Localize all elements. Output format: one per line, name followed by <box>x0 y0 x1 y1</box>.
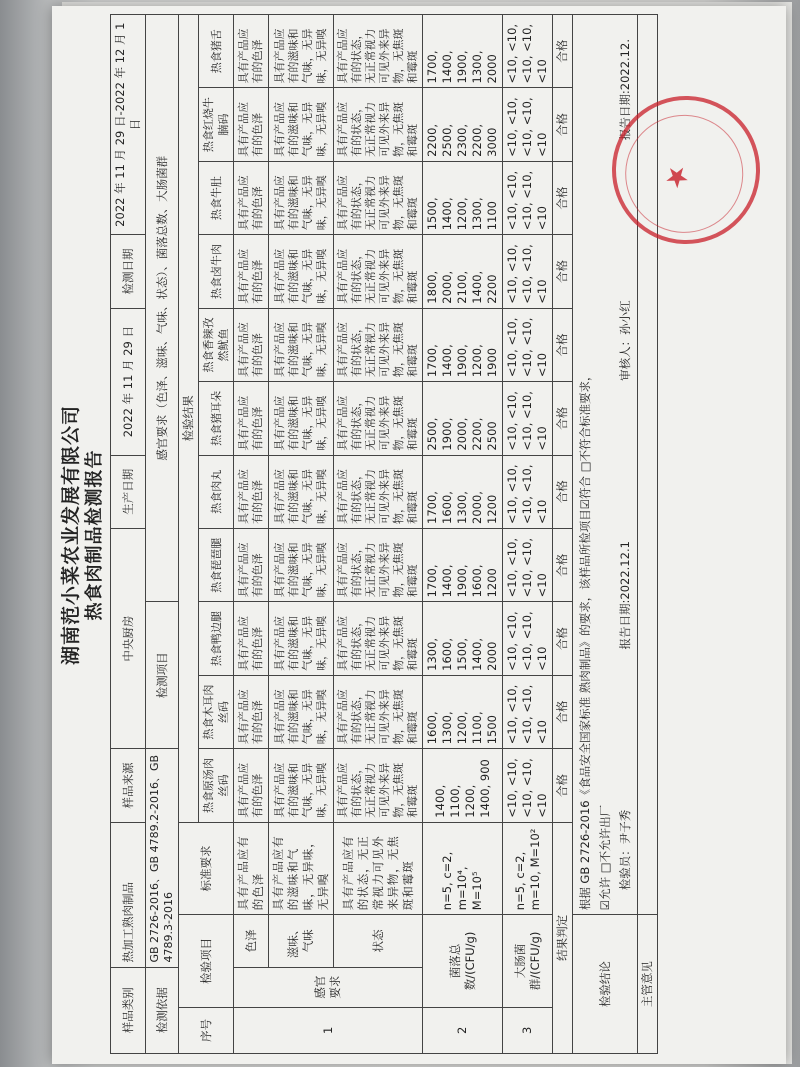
result-cell: 具有产品应有的状态，无正常视力可见外来异物，无焦斑和霉斑 <box>334 602 423 675</box>
product-name: 热食肉丸 <box>199 455 234 528</box>
result-cell: 具有产品应有的状态，无正常视力可见外来异物，无焦斑和霉斑 <box>334 675 423 748</box>
label-coliform: 大肠菌群/(CFU/g) <box>503 915 553 1008</box>
result-cell: 具有产品应有的色泽 <box>234 528 269 601</box>
tpc-value: 1700, 1600, 1300, 2000, 1200 <box>423 455 503 528</box>
verdict-cell: 合格 <box>553 528 573 601</box>
row-tpc <box>423 15 503 1054</box>
product-name: 热食原汤肉丝码 <box>199 749 234 822</box>
row-coliform <box>503 15 553 1054</box>
result-cell: 具有产品应有的状态，无正常视力可见外来异物，无焦斑和霉斑 <box>334 235 423 308</box>
product-name: 热食鸭边腿 <box>199 602 234 675</box>
std-tpc: n=5, c=2, m=10⁴, M=10⁵ <box>423 822 503 915</box>
seq-1: 1 <box>234 1007 423 1053</box>
coli-value: <10, <10, <10, <10, <10 <box>503 88 553 161</box>
result-cell: 具有产品应有的色泽 <box>234 161 269 234</box>
value-source: 中央厨房 <box>111 528 146 748</box>
coli-value: <10, <10, <10, <10, <10 <box>503 235 553 308</box>
header-item: 检验项目 <box>179 915 234 1008</box>
row-verdict <box>553 15 573 1054</box>
result-cell: 具有产品应有的色泽 <box>234 749 269 822</box>
verdict-cell: 合格 <box>553 235 573 308</box>
tester: 检验员：尹子秀 <box>618 809 632 891</box>
reviewer: 审核人：孙小红 <box>618 300 632 381</box>
report-date-2: 报告日期:2022.12. <box>618 39 632 141</box>
coli-value: <10, <10, <10, <10, <10 <box>503 455 553 528</box>
product-name: 热食猪耳朵 <box>199 382 234 455</box>
result-cell: 具有产品应有的滋味和气味，无异味，无异嗅 <box>269 161 334 234</box>
verdict-cell: 合格 <box>553 15 573 88</box>
coli-value: <10, <10, <10, <10, <10 <box>503 308 553 381</box>
result-cell: 具有产品应有的状态，无正常视力可见外来异物，无焦斑和霉斑 <box>334 15 423 88</box>
result-cell: 具有产品应有的滋味和气味，无异味，无异嗅 <box>269 88 334 161</box>
std-state: 具有产品应有的状态，无正常视力可见外来异物，无焦斑和霉斑 <box>334 822 423 915</box>
result-cell: 具有产品应有的色泽 <box>234 455 269 528</box>
tpc-value: 1700, 1400, 1900, 1200, 1900 <box>423 308 503 381</box>
result-cell: 具有产品应有的色泽 <box>234 308 269 381</box>
verdict-cell: 合格 <box>553 308 573 381</box>
result-cell: 具有产品应有的状态，无正常视力可见外来异物，无焦斑和霉斑 <box>334 382 423 455</box>
result-cell: 具有产品应有的状态，无正常视力可见外来异物，无焦斑和霉斑 <box>334 455 423 528</box>
label-prod-date: 生产日期 <box>111 455 146 528</box>
label-smell: 滋味、气味 <box>269 915 334 967</box>
header-seq: 序号 <box>179 1007 234 1053</box>
result-cell: 具有产品应有的滋味和气味，无异味，无异嗅 <box>269 15 334 88</box>
coli-value: <10, <10, <10, <10, <10 <box>503 382 553 455</box>
result-cell: 具有产品应有的色泽 <box>234 382 269 455</box>
value-prod-date: 2022 年 11 月 29 日 <box>111 308 146 455</box>
result-cell: 具有产品应有的滋味和气味，无异味，无异嗅 <box>269 675 334 748</box>
report-title: 热食肉制品检测报告 <box>84 449 105 621</box>
report-page <box>52 6 786 1064</box>
product-name: 热食香辣孜然鱿鱼 <box>199 308 234 381</box>
result-cell: 具有产品应有的滋味和气味，无异味，无异嗅 <box>269 602 334 675</box>
label-basis: 检测依据 <box>146 967 179 1053</box>
tpc-value: 2200, 2500, 2300, 2200, 3000 <box>423 88 503 161</box>
std-smell: 具有产品应有的滋味和气味，无异味，无异嗅 <box>269 822 334 915</box>
seq-3: 3 <box>503 1007 553 1053</box>
label-category: 样品类别 <box>111 967 146 1053</box>
row-state <box>334 15 423 1054</box>
product-name: 热食牛肚 <box>199 161 234 234</box>
result-cell: 具有产品应有的色泽 <box>234 235 269 308</box>
label-source: 样品来源 <box>111 749 146 822</box>
tpc-value: 1700, 1400, 1900, 1300, 2000 <box>423 15 503 88</box>
coli-value: <10, <10, <10, <10, <10 <box>503 161 553 234</box>
star-icon: ★ <box>656 159 697 195</box>
result-cell: 具有产品应有的状态，无正常视力可见外来异物，无焦斑和霉斑 <box>334 308 423 381</box>
tpc-value: 1600, 1300, 1200, 1100, 1500 <box>423 675 503 748</box>
tpc-value: 1700, 1400, 1900, 1600, 1200 <box>423 528 503 601</box>
row-color <box>234 15 269 1054</box>
coli-value: <10, <10, <10, <10, <10 <box>503 602 553 675</box>
value-test-items: 感官要求（色泽、滋味、气味、状态）、菌落总数、大肠菌群 <box>146 15 179 602</box>
tpc-value: 1400, 1100, 1200, 1400, 900 <box>423 749 503 822</box>
result-cell: 具有产品应有的色泽 <box>234 602 269 675</box>
product-name: 热食木耳肉丝码 <box>199 675 234 748</box>
coli-value: <10, <10, <10, <10, <10 <box>503 15 553 88</box>
tpc-value: 1300, 1600, 1500, 1400, 2000 <box>423 602 503 675</box>
label-supervisor: 主管意见 <box>638 915 658 1054</box>
tpc-value: 1500, 1400, 1200, 1300, 1100 <box>423 161 503 234</box>
verdict-cell: 合格 <box>553 675 573 748</box>
result-cell: 具有产品应有的滋味和气味，无异味，无异嗅 <box>269 308 334 381</box>
row-smell <box>269 15 334 1054</box>
verdict-cell: 合格 <box>553 88 573 161</box>
seq-2: 2 <box>423 1007 503 1053</box>
result-cell: 具有产品应有的色泽 <box>234 88 269 161</box>
conclusion-release: ☑允许 □不允许出厂 <box>598 804 612 911</box>
tpc-value: 1800, 2000, 2100, 1400, 2200 <box>423 235 503 308</box>
label-conclusion: 检验结论 <box>573 915 638 1054</box>
label-tpc: 菌落总数/(CFU/g) <box>423 915 503 1008</box>
coli-value: <10, <10, <10, <10, <10 <box>503 749 553 822</box>
std-color: 具有产品应有的色泽 <box>234 822 269 915</box>
coli-value: <10, <10, <10, <10, <10 <box>503 675 553 748</box>
rotated-report <box>52 6 786 1064</box>
result-cell: 具有产品应有的色泽 <box>234 15 269 88</box>
header-standard: 标准要求 <box>179 822 234 915</box>
result-cell: 具有产品应有的状态，无正常视力可见外来异物，无焦斑和霉斑 <box>334 88 423 161</box>
result-cell: 具有产品应有的滋味和气味，无异味，无异嗅 <box>269 528 334 601</box>
report-company-title: 湖南范小菜农业发展有限公司 <box>60 405 82 666</box>
result-cell: 具有产品应有的色泽 <box>234 675 269 748</box>
verdict-cell: 合格 <box>553 382 573 455</box>
label-sensory: 感官要求 <box>234 967 423 1007</box>
coli-value: <10, <10, <10, <10, <10 <box>503 528 553 601</box>
product-name: 热食卤牛肉 <box>199 235 234 308</box>
verdict-cell: 合格 <box>553 455 573 528</box>
report-date: 报告日期:2022.12.1 <box>618 541 632 650</box>
verdict-cell: 合格 <box>553 161 573 234</box>
label-test-date: 检测日期 <box>111 235 146 308</box>
report-table <box>110 14 658 1054</box>
product-name: 热食红烧牛腩码 <box>199 88 234 161</box>
value-test-date: 2022 年 11 月 29 日-2022 年 12 月 1 日 <box>111 15 146 235</box>
value-basis: GB 2726-2016、GB 4789.2-2016、GB 4789.3-2016 <box>146 749 179 967</box>
result-cell: 具有产品应有的滋味和气味，无异味，无异嗅 <box>269 749 334 822</box>
result-cell: 具有产品应有的滋味和气味，无异味，无异嗅 <box>269 455 334 528</box>
product-name: 热食琵琶腿 <box>199 528 234 601</box>
value-category: 热加工熟肉制品 <box>111 822 146 967</box>
result-cell: 具有产品应有的滋味和气味，无异味，无异嗅 <box>269 235 334 308</box>
product-name: 热食猪舌 <box>199 15 234 88</box>
label-color: 色泽 <box>234 915 269 967</box>
conclusion-text: 根据 GB 2726-2016《食品安全国家标准 熟肉制品》的要求，该样品所检项目☑符合 □不符合标准要求， <box>578 369 592 911</box>
result-cell: 具有产品应有的滋味和气味，无异味，无异嗅 <box>269 382 334 455</box>
verdict-cell: 合格 <box>553 749 573 822</box>
label-state: 状态 <box>334 915 423 967</box>
header-results: 检验结果 <box>179 15 199 823</box>
label-verdict: 结果判定 <box>553 822 573 1053</box>
label-test-items: 检测项目 <box>146 602 179 749</box>
tpc-value: 2500, 1900, 2000, 2200, 2500 <box>423 382 503 455</box>
result-cell: 具有产品应有的状态，无正常视力可见外来异物，无焦斑和霉斑 <box>334 749 423 822</box>
std-coliform: n=5, c=2, m=10, M=10² <box>503 822 553 915</box>
verdict-cell: 合格 <box>553 602 573 675</box>
result-cell: 具有产品应有的状态，无正常视力可见外来异物，无焦斑和霉斑 <box>334 161 423 234</box>
result-cell: 具有产品应有的状态，无正常视力可见外来异物，无焦斑和霉斑 <box>334 528 423 601</box>
